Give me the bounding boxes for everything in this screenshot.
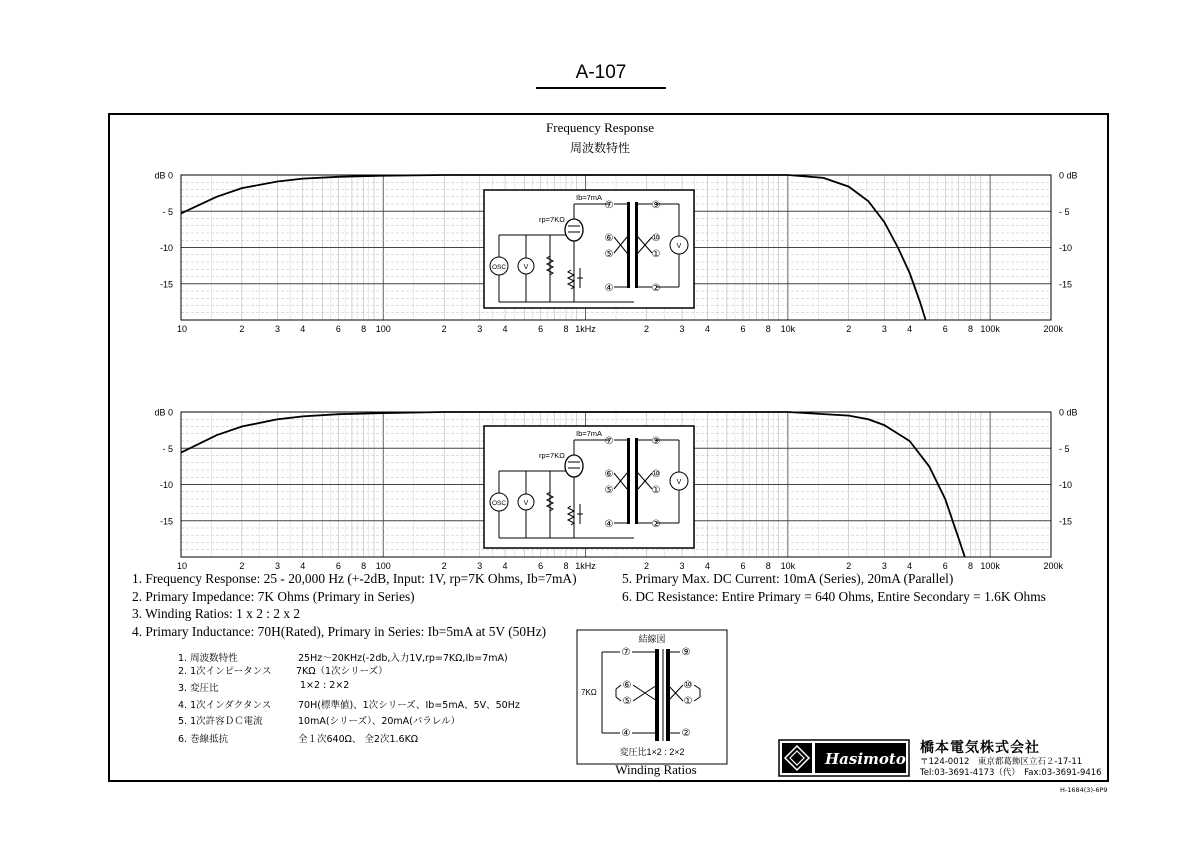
chart-1-inset-meter-right-label: V	[676, 243, 682, 250]
chart-2-x-tick-25: 200k	[1043, 561, 1063, 571]
chart-2-x-tick-5: 8	[361, 561, 367, 571]
chart-1-y-tick-left-3: -15	[159, 279, 173, 290]
chart-2-x-tick-0: 10	[177, 561, 188, 571]
chart-2-x-tick-9: 4	[502, 561, 508, 571]
chart-2-y-tick-right-3: -15	[1059, 516, 1073, 527]
chart-2-x-tick-8: 3	[477, 561, 483, 571]
chart-2-x-tick-4: 6	[335, 561, 341, 571]
chart-1-x-tick-16: 6	[740, 324, 746, 334]
chart-1-x-tick-5: 8	[361, 324, 367, 334]
chart-2-inset-ib-label: Ib=7mA	[576, 429, 603, 438]
chart-2-inset-terminal-2: ⑥	[604, 469, 614, 480]
chart-2-y-tick-right-1: - 5	[1059, 443, 1070, 454]
wiring-diagram	[576, 629, 728, 769]
chart-1-inset-terminal-0: ⑦	[604, 200, 614, 211]
chart-2-x-tick-11: 8	[563, 561, 569, 571]
chart-2-inset-terminal-3: ⑩	[651, 469, 661, 480]
spec-jp-label-3: 3. 変圧比	[178, 683, 219, 694]
chart-2-x-tick-24: 100k	[980, 561, 1000, 571]
chart-2-inset-border	[484, 426, 694, 548]
chart-2-inset-terminal-6: ④	[604, 519, 614, 530]
chart-1-inset-rp-label: rp=7KΩ	[539, 215, 565, 224]
chart-2-x-tick-17: 8	[765, 561, 771, 571]
chart-2-inset-rp-label: rp=7KΩ	[539, 451, 565, 460]
spec-en-6: 6. DC Resistance: Entire Primary = 640 Ohms, Entire Secondary = 1.6K Ohms	[622, 589, 1046, 604]
chart-2-x-tick-16: 6	[740, 561, 746, 571]
chart-2-y-tick-left-3: -15	[159, 516, 173, 527]
chart-1-inset-terminal-3: ⑩	[651, 233, 661, 244]
chart-1-inset-terminal-7: ②	[651, 283, 661, 294]
spec-jp-value-4: 70H(標準値)、1次シリーズ、Ib=5mA、5V、50Hz	[298, 700, 520, 711]
chart-2-inset-meter-left-label: V	[523, 500, 529, 507]
spec-jp-value-1: 25Hz〜20KHz(-2db,入力1V,rp=7KΩ,Ib=7mA)	[298, 653, 508, 664]
chart-1-inset-terminal-6: ④	[604, 283, 614, 294]
chart-2-x-tick-15: 4	[704, 561, 710, 571]
wiring-terminal-4: ④	[621, 728, 631, 739]
chart-2-inset-schematic	[484, 426, 694, 548]
chart-1-y-tick-right-3: -15	[1059, 279, 1073, 290]
chart-2-x-tick-21: 4	[907, 561, 913, 571]
chart-2-inset-terminal-7: ②	[651, 519, 661, 530]
chart-1-x-tick-8: 3	[477, 324, 483, 334]
wiring-terminal-1: ①	[683, 696, 693, 707]
chart-1-x-tick-15: 4	[704, 324, 710, 334]
chart-2-x-tick-7: 2	[441, 561, 447, 571]
chart-2-x-tick-23: 8	[967, 561, 974, 571]
wiring-terminal-2: ②	[681, 728, 691, 739]
wiring-title: 結線図	[638, 634, 666, 644]
spec-jp-value-5: 10mA(シリーズ）、20mA(パラレル）	[298, 716, 461, 727]
chart-1-x-tick-13: 2	[643, 324, 649, 334]
spec-en-4: 4. Primary Inductance: 70H(Rated), Primary in Series: Ib=5mA at 5V (50Hz)	[132, 624, 547, 639]
chart-1-x-tick-23: 8	[967, 324, 974, 334]
chart-1-y-tick-right-1: - 5	[1059, 206, 1070, 217]
company-name: 橋本電気株式会社	[920, 740, 1040, 756]
chart-1-x-tick-18: 10k	[780, 324, 796, 334]
winding-ratios-caption: Winding Ratios	[615, 762, 697, 777]
spec-en-2: 2. Primary Impedance: 7K Ohms (Primary in Series)	[132, 589, 415, 604]
spec-jp-label-6: 6. 巻線抵抗	[178, 734, 229, 745]
chart-1-x-tick-24: 100k	[980, 324, 1000, 334]
spec-en-3: 3. Winding Ratios: 1 x 2 : 2 x 2	[132, 606, 301, 621]
spec-jp-label-4: 4. 1次インダクタンス	[178, 700, 272, 711]
chart-1-x-tick-9: 4	[502, 324, 508, 334]
chart-2-inset-meter-right-label: V	[676, 479, 682, 486]
frame-subtitle: 周波数特性	[569, 141, 630, 155]
chart-1-inset-osc-label: OSC	[491, 264, 507, 271]
chart-1-x-tick-22: 6	[942, 324, 948, 334]
chart-1-x-tick-6: 100	[375, 324, 391, 334]
chart-2-x-tick-6: 100	[375, 561, 391, 571]
chart-1-x-tick-19: 2	[846, 324, 852, 334]
spec-en-1: 1. Frequency Response: 25 - 20,000 Hz (+-2dB, Input: 1V, rp=7K Ohms, Ib=7mA)	[132, 571, 577, 586]
chart-2-inset-terminal-1: ⑨	[651, 436, 661, 447]
chart-1-x-tick-7: 2	[441, 324, 447, 334]
chart-2-y-tick-right-2: -10	[1059, 480, 1073, 490]
chart-2-x-tick-18: 10k	[780, 561, 796, 571]
chart-2-x-tick-3: 4	[300, 561, 306, 571]
chart-2-x-tick-10: 6	[538, 561, 544, 571]
spec-jp-label-5: 5. 1次許容ＤＣ電流	[178, 716, 263, 727]
spec-en-5: 5. Primary Max. DC Current: 10mA (Series), 20mA (Parallel)	[622, 571, 954, 586]
wiring-ratio: 変圧比1×2 : 2×2	[619, 747, 685, 757]
chart-2-inset-tube	[565, 455, 583, 477]
chart-2-inset-osc-label: OSC	[491, 500, 507, 507]
chart-1-y-tick-right-0: 0 dB	[1059, 170, 1078, 181]
chart-1-x-tick-20: 3	[881, 324, 887, 334]
company-address: 〒124-0012 東京都葛飾区立石２-17-11	[920, 757, 1083, 767]
wiring-box	[577, 630, 727, 764]
chart-2-x-tick-1: 2	[239, 561, 245, 571]
spec-jp-value-2: 7KΩ（1次シリーズ）	[296, 666, 388, 677]
chart-2-inset-terminal-5: ①	[651, 485, 661, 496]
wiring-terminal-7: ⑦	[621, 647, 631, 658]
chart-1-x-tick-1: 2	[239, 324, 245, 334]
wiring-terminal-10: ⑩	[683, 680, 693, 691]
chart-1-inset-terminal-1: ⑨	[651, 200, 661, 211]
frame-title: Frequency Response	[546, 120, 654, 135]
chart-1-x-tick-4: 6	[335, 324, 341, 334]
chart-1-x-tick-21: 4	[907, 324, 913, 334]
spec-jp-label-1: 1. 周波数特性	[178, 653, 238, 664]
chart-1-x-tick-11: 8	[563, 324, 569, 334]
company-phone-fax: Tel:03-3691-4173（代） Fax:03-3691-9416	[920, 768, 1102, 778]
spec-jp-value-6: 全１次640Ω、 全2次1.6KΩ	[298, 734, 419, 745]
chart-2-x-tick-14: 3	[679, 561, 685, 571]
chart-2-y-tick-right-0: 0 dB	[1059, 407, 1078, 418]
chart-1-inset-terminal-4: ⑤	[604, 249, 614, 260]
chart-2-y-tick-left-0: dB 0	[154, 407, 173, 418]
chart-1-y-tick-left-0: dB 0	[154, 170, 173, 181]
wiring-terminal-6: ⑥	[622, 680, 632, 691]
chart-1-inset-ib-label: Ib=7mA	[576, 193, 603, 202]
chart-1-x-tick-2: 3	[275, 324, 281, 334]
chart-1-y-tick-left-1: - 5	[162, 206, 173, 217]
chart-2-inset-terminal-0: ⑦	[604, 436, 614, 447]
chart-1-x-tick-14: 3	[679, 324, 685, 334]
chart-1-inset-terminal-5: ①	[651, 249, 661, 260]
chart-1-x-tick-10: 6	[538, 324, 544, 334]
wiring-impedance: 7KΩ	[581, 688, 597, 697]
chart-2-x-tick-2: 3	[275, 561, 281, 571]
chart-2-x-tick-13: 2	[643, 561, 649, 571]
chart-1-x-tick-12: 1kHz	[575, 324, 596, 334]
spec-jp-value-3: 1×2 : 2×2	[300, 680, 350, 691]
chart-2-inset-terminal-4: ⑤	[604, 485, 614, 496]
chart-1-x-tick-17: 8	[765, 324, 771, 334]
document-title: A-107	[575, 62, 627, 83]
chart-1-y-tick-left-2: -10	[159, 243, 173, 253]
chart-2-x-tick-12: 1kHz	[575, 561, 596, 571]
chart-1-x-tick-3: 4	[300, 324, 306, 334]
chart-1-inset-meter-left-label: V	[523, 264, 529, 271]
chart-2-y-tick-left-1: - 5	[162, 443, 173, 454]
chart-1-x-tick-25: 200k	[1043, 324, 1063, 334]
document-code: H-1684(3)-6P9	[1060, 786, 1108, 794]
chart-2-x-tick-22: 6	[942, 561, 948, 571]
wiring-terminal-5: ⑤	[622, 696, 632, 707]
chart-1-inset-terminal-2: ⑥	[604, 233, 614, 244]
wiring-terminal-9: ⑨	[681, 647, 691, 658]
spec-jp-label-2: 2. 1次インピータンス	[178, 666, 272, 677]
chart-2-x-tick-19: 2	[846, 561, 852, 571]
chart-1-y-tick-right-2: -10	[1059, 243, 1073, 253]
chart-2-y-tick-left-2: -10	[159, 480, 173, 490]
chart-1-x-tick-0: 10	[177, 324, 188, 334]
logo-wordmark: Hasimoto	[825, 750, 906, 768]
chart-2-x-tick-20: 3	[881, 561, 887, 571]
